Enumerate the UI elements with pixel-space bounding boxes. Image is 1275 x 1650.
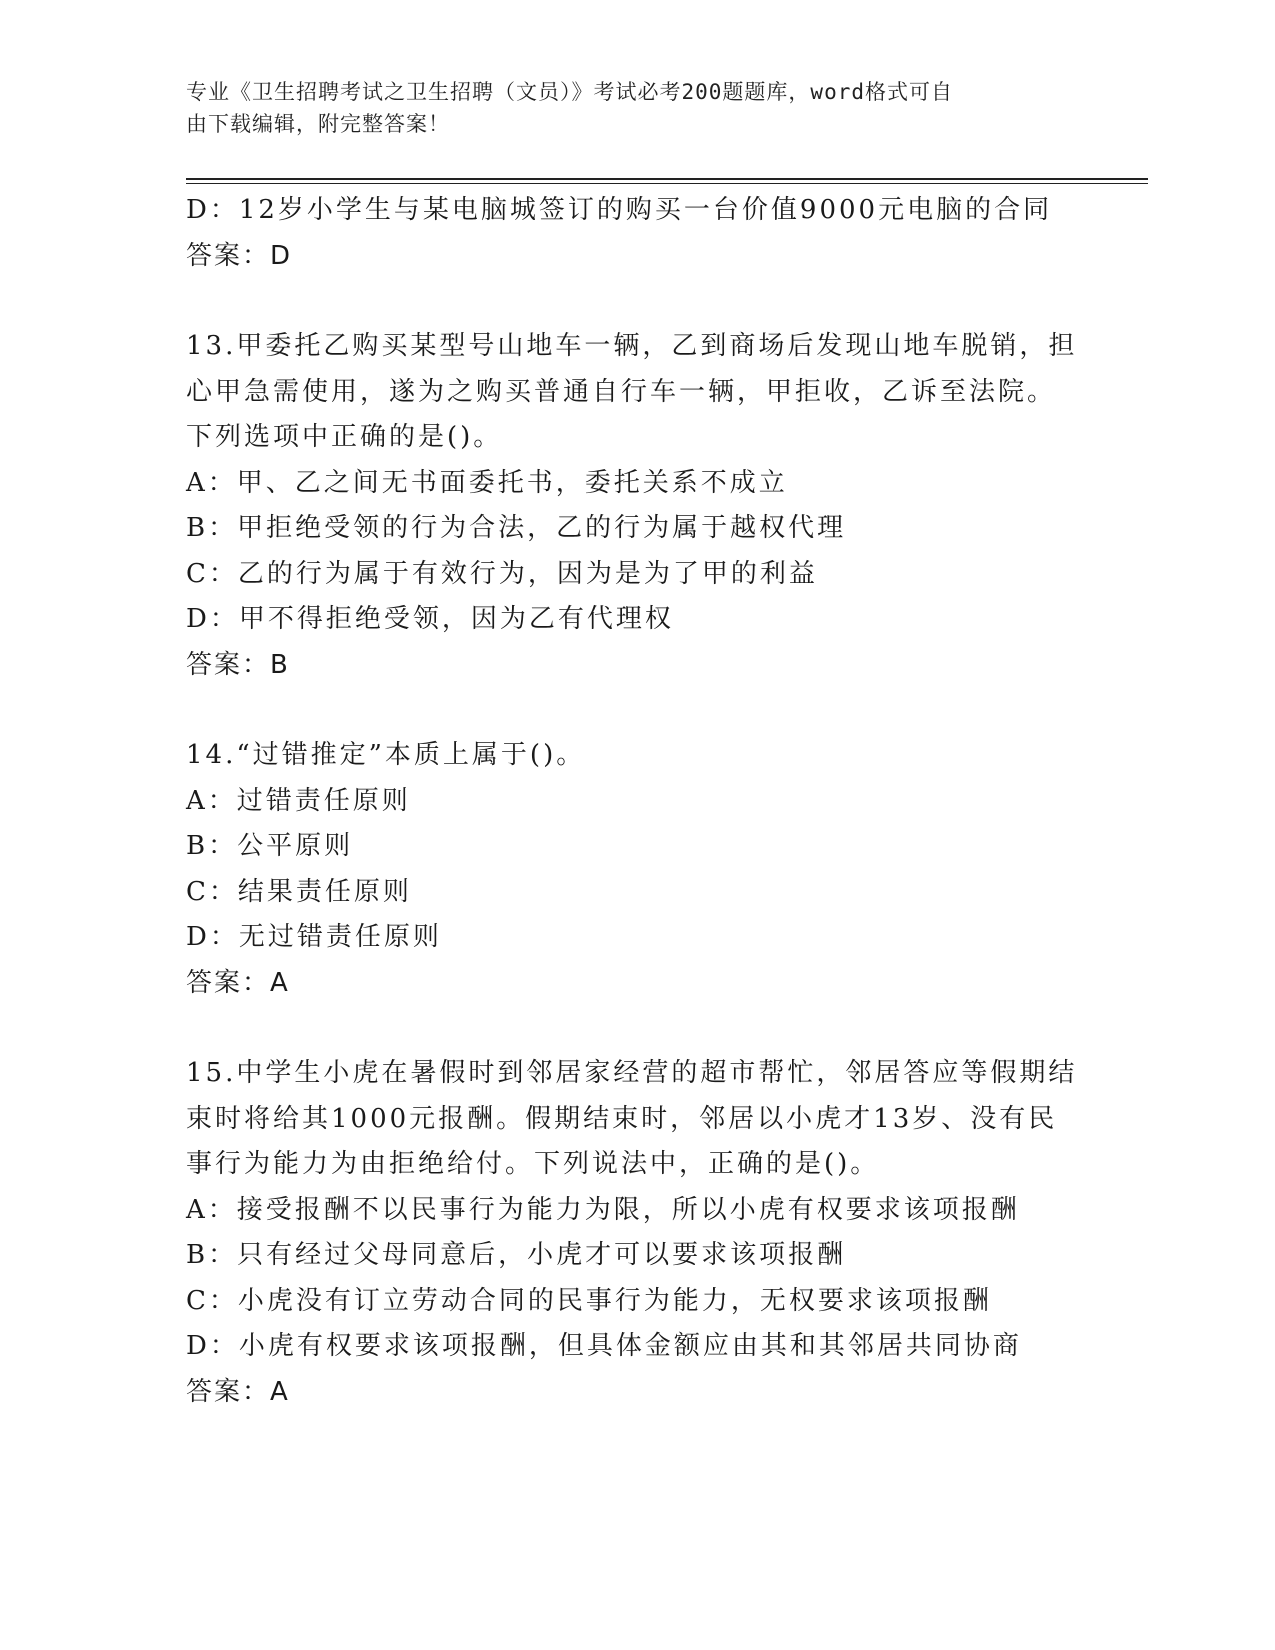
option-d: D：无过错责任原则	[186, 922, 442, 952]
option-c: C：结果责任原则	[186, 876, 412, 907]
option-a: A：过错责任原则	[186, 785, 411, 816]
question-stem-line: 心甲急需使用，遂为之购买普通自行车一辆，甲拒收，乙诉至法院。	[186, 376, 1057, 407]
question-stem-line: 束时将给其1000元报酬。假期结束时，邻居以小虎才13岁、没有民	[186, 1103, 1058, 1134]
option-b: B：只有经过父母同意后，小虎才可以要求该项报酬	[186, 1240, 847, 1270]
answer-line: 答案：B	[186, 649, 290, 680]
header-line-1: 专业《卫生招聘考试之卫生招聘（文员）》考试必考200题题库，word格式可自	[186, 80, 953, 104]
question-content	[186, 188, 1086, 1415]
answer-line: 答案：A	[186, 1376, 290, 1407]
option-a: A：甲、乙之间无书面委托书，委托关系不成立	[186, 467, 788, 498]
question-stem-line: 14.“过错推定”本质上属于()。	[186, 740, 586, 770]
option-a: A：接受报酬不以民事行为能力为限，所以小虎有权要求该项报酬	[186, 1194, 1020, 1225]
option-d: D：小虎有权要求该项报酬，但具体金额应由其和其邻居共同协商	[186, 1331, 1022, 1361]
question-13	[186, 324, 1086, 688]
document-header	[186, 76, 1066, 140]
question-stem-line: 下列选项中正确的是()。	[186, 422, 503, 452]
option-d: D：12岁小学生与某电脑城签订的购买一台价值9000元电脑的合同	[186, 195, 1053, 225]
option-d: D：甲不得拒绝受领，因为乙有代理权	[186, 604, 674, 634]
question-stem-line: 事行为能力为由拒绝给付。下列说法中，正确的是()。	[186, 1149, 880, 1179]
header-divider-thin	[186, 183, 1148, 184]
question-15	[186, 1051, 1086, 1415]
header-line-2: 由下载编辑，附完整答案！	[186, 112, 450, 136]
option-b: B：公平原则	[186, 831, 354, 861]
option-c: C：乙的行为属于有效行为，因为是为了甲的利益	[186, 558, 818, 589]
question-14	[186, 733, 1086, 1006]
previous-question-tail	[186, 188, 1086, 279]
answer-line: 答案：D	[186, 240, 293, 271]
question-stem-line: 13.甲委托乙购买某型号山地车一辆，乙到商场后发现山地车脱销，担	[186, 331, 1078, 361]
question-stem-line: 15.中学生小虎在暑假时到邻居家经营的超市帮忙，邻居答应等假期结	[186, 1058, 1078, 1088]
option-b: B：甲拒绝受领的行为合法，乙的行为属于越权代理	[186, 513, 847, 543]
answer-line: 答案：A	[186, 967, 290, 998]
header-divider-thick	[186, 178, 1148, 180]
option-c: C：小虎没有订立劳动合同的民事行为能力，无权要求该项报酬	[186, 1285, 992, 1316]
